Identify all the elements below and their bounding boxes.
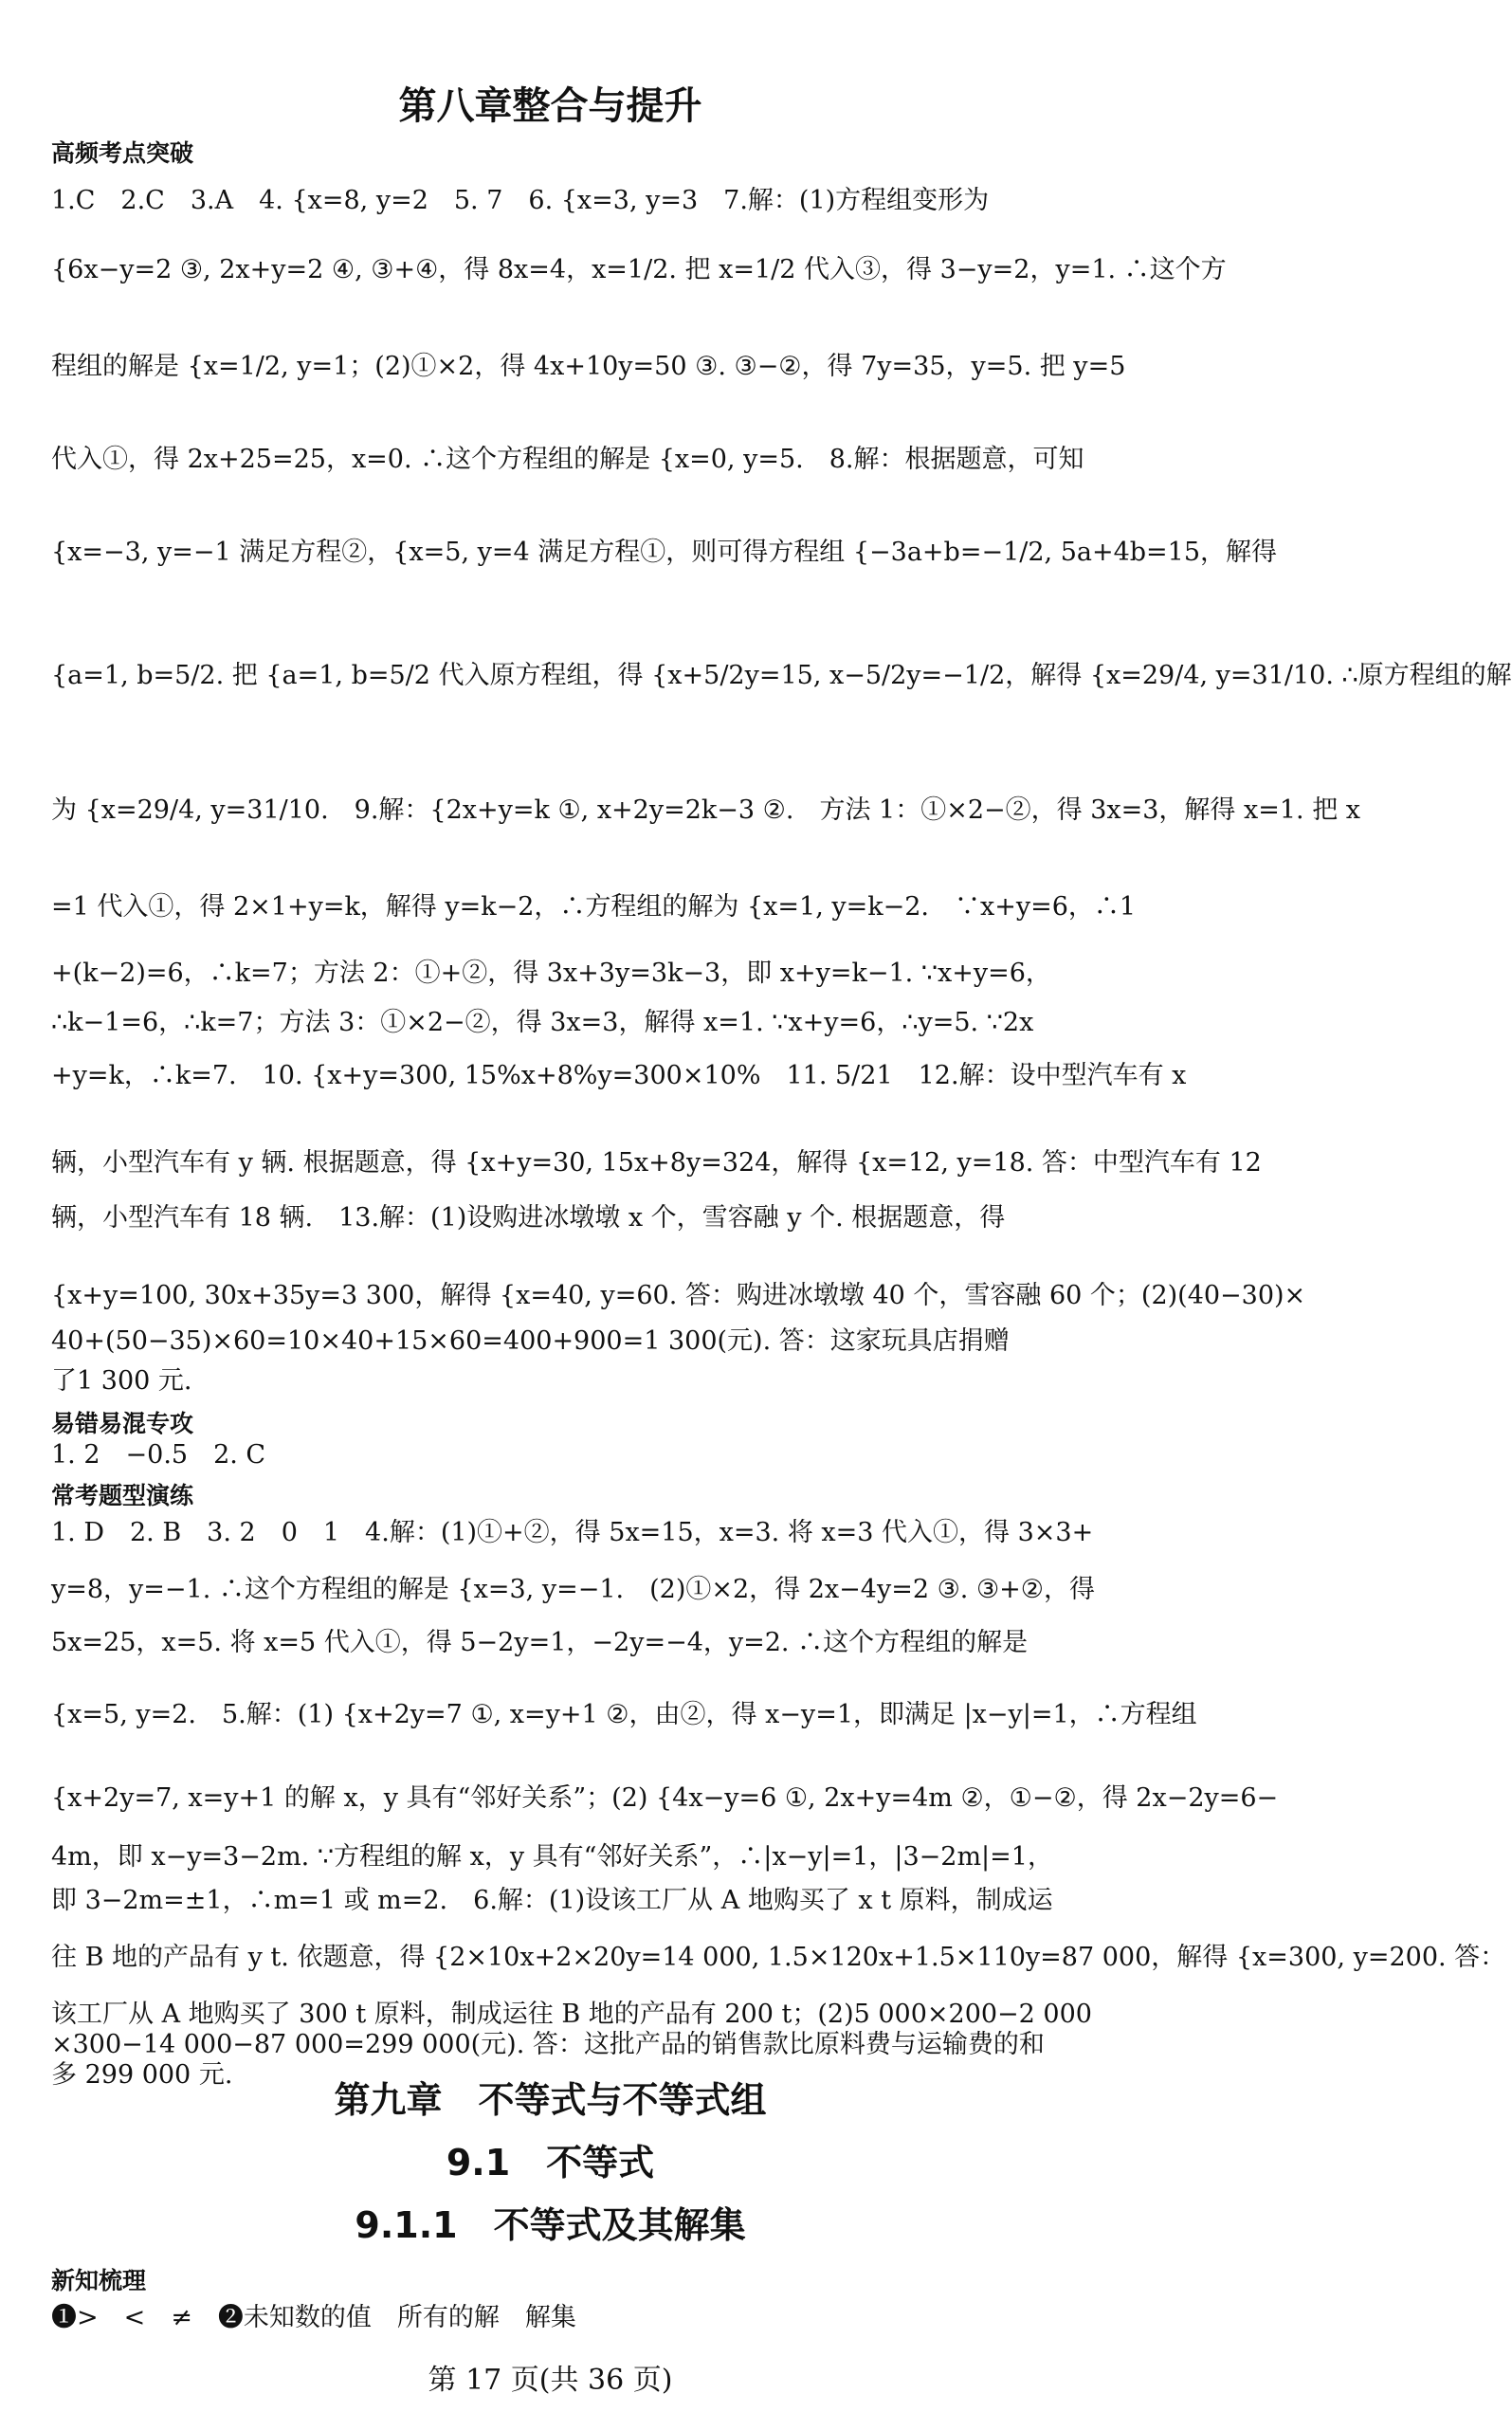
answer-line: 5x=25，x=5. 将 x=5 代入①，得 5−2y=1，−2y=−4，y=2. ∴这个方程组的解是 bbox=[51, 1628, 1029, 1657]
answer-line: {a=1, b=5/2. 把 {a=1, b=5/2 代入原方程组，得 {x+5/2y=15, x−5/2y=−1/2，解得 {x=29/4, y=31/10. ∴原方程组的解 bbox=[51, 661, 1512, 690]
section-common-types: 常考题型演练 bbox=[51, 1482, 194, 1509]
answer-line: 该工厂从 A 地购买了 300 t 原料，制成运往 B 地的产品有 200 t；(2)5 000×200−2 000 bbox=[51, 2000, 1092, 2029]
section-9-1-1-title: 9.1.1 不等式及其解集 bbox=[355, 2204, 746, 2246]
answer-line: 了1 300 元. bbox=[51, 1366, 192, 1396]
answer-line: 辆，小型汽车有 18 辆. 13.解：(1)设购进冰墩墩 x 个，雪容融 y 个. 根据题意，得 bbox=[51, 1203, 1006, 1233]
answer-line: {x=−3, y=−1 满足方程②，{x=5, y=4 满足方程①，则可得方程组 {−3a+b=−1/2, 5a+4b=15，解得 bbox=[51, 538, 1278, 567]
section-9-1-title: 9.1 不等式 bbox=[446, 2142, 655, 2183]
answer-line: ∴k−1=6，∴k=7；方法 3：①×2−②，得 3x=3，解得 x=1. ∵x+y=6，∴y=5. ∵2x bbox=[51, 1008, 1034, 1037]
answer-line: +y=k，∴k=7. 10. {x+y=300, 15%x+8%y=300×10% 11. 5/21 12.解：设中型汽车有 x bbox=[51, 1061, 1187, 1090]
chapter-9-title: 第九章 不等式与不等式组 bbox=[334, 2079, 767, 2121]
answer-line: 40+(50−35)×60=10×40+15×60=400+900=1 300(元). 答：这家玩具店捐赠 bbox=[51, 1326, 1010, 1356]
answer-line: {x+2y=7, x=y+1 的解 x，y 具有“邻好关系”；(2) {4x−y=6 ①, 2x+y=4m ②，①−②，得 2x−2y=6− bbox=[51, 1783, 1279, 1813]
answer-line: 辆，小型汽车有 y 辆. 根据题意，得 {x+y=30, 15x+8y=324，解得 {x=12, y=18. 答：中型汽车有 12 bbox=[51, 1148, 1262, 1178]
section-error-prone: 易错易混专攻 bbox=[51, 1410, 194, 1437]
answer-line: 1. D 2. B 3. 2 0 1 4.解：(1)①+②，得 5x=15，x=3. 将 x=3 代入①，得 3×3+ bbox=[51, 1518, 1094, 1547]
answer-line: 4m，即 x−y=3−2m. ∵方程组的解 x，y 具有“邻好关系”，∴|x−y|=1，|3−2m|=1， bbox=[51, 1842, 1053, 1872]
section-high-frequency: 高频考点突破 bbox=[51, 139, 194, 167]
answer-line: 往 B 地的产品有 y t. 依题意，得 {2×10x+2×20y=14 000, 1.5×120x+1.5×110y=87 000，解得 {x=300, y=200. 答： bbox=[51, 1943, 1506, 1972]
answer-line: 代入①，得 2x+25=25，x=0. ∴这个方程组的解是 {x=0, y=5. 8.解：根据题意，可知 bbox=[51, 445, 1084, 474]
page-number: 第 17 页(共 36 页) bbox=[428, 2364, 673, 2397]
chapter-8-title: 第八章整合与提升 bbox=[398, 84, 702, 128]
answer-line: 多 299 000 元. bbox=[51, 2060, 233, 2090]
answer-line: =1 代入①，得 2×1+y=k，解得 y=k−2，∴方程组的解为 {x=1, y=k−2. ∵x+y=6，∴1 bbox=[51, 892, 1137, 922]
answer-line: y=8，y=−1. ∴这个方程组的解是 {x=3, y=−1. (2)①×2，得 2x−4y=2 ③. ③+②，得 bbox=[51, 1575, 1095, 1604]
answer-line: {x+y=100, 30x+35y=3 300，解得 {x=40, y=60. 答：购进冰墩墩 40 个，雪容融 60 个；(2)(40−30)× bbox=[51, 1281, 1306, 1310]
answer-line: 1.C 2.C 3.A 4. {x=8, y=2 5. 7 6. {x=3, y=3 7.解：(1)方程组变形为 bbox=[51, 186, 990, 215]
answer-line: ×300−14 000−87 000=299 000(元). 答：这批产品的销售款比原料费与运输费的和 bbox=[51, 2030, 1045, 2059]
answer-line: {x=5, y=2. 5.解：(1) {x+2y=7 ①, x=y+1 ②，由②，得 x−y=1，即满足 |x−y|=1，∴方程组 bbox=[51, 1700, 1197, 1729]
section-new-knowledge: 新知梳理 bbox=[51, 2267, 147, 2294]
answer-line: 程组的解是 {x=1/2, y=1；(2)①×2，得 4x+10y=50 ③. ③−②，得 7y=35，y=5. 把 y=5 bbox=[51, 352, 1126, 381]
answer-line: 1. 2 −0.5 2. C bbox=[51, 1440, 266, 1470]
answer-line: +(k−2)=6，∴k=7；方法 2：①+②，得 3x+3y=3k−3，即 x+y=k−1. ∵x+y=6， bbox=[51, 959, 1051, 988]
answer-line: 为 {x=29/4, y=31/10. 9.解：{2x+y=k ①, x+2y=2k−3 ②. 方法 1：①×2−②，得 3x=3，解得 x=1. 把 x bbox=[51, 795, 1361, 825]
answer-line: ❶> < ≠ ❷未知数的值 所有的解 解集 bbox=[51, 2303, 576, 2332]
answer-line: 即 3−2m=±1，∴m=1 或 m=2. 6.解：(1)设该工厂从 A 地购买了 x t 原料，制成运 bbox=[51, 1886, 1053, 1915]
answer-line: {6x−y=2 ③, 2x+y=2 ④, ③+④，得 8x=4，x=1/2. 把 x=1/2 代入③，得 3−y=2，y=1. ∴这个方 bbox=[51, 255, 1227, 284]
